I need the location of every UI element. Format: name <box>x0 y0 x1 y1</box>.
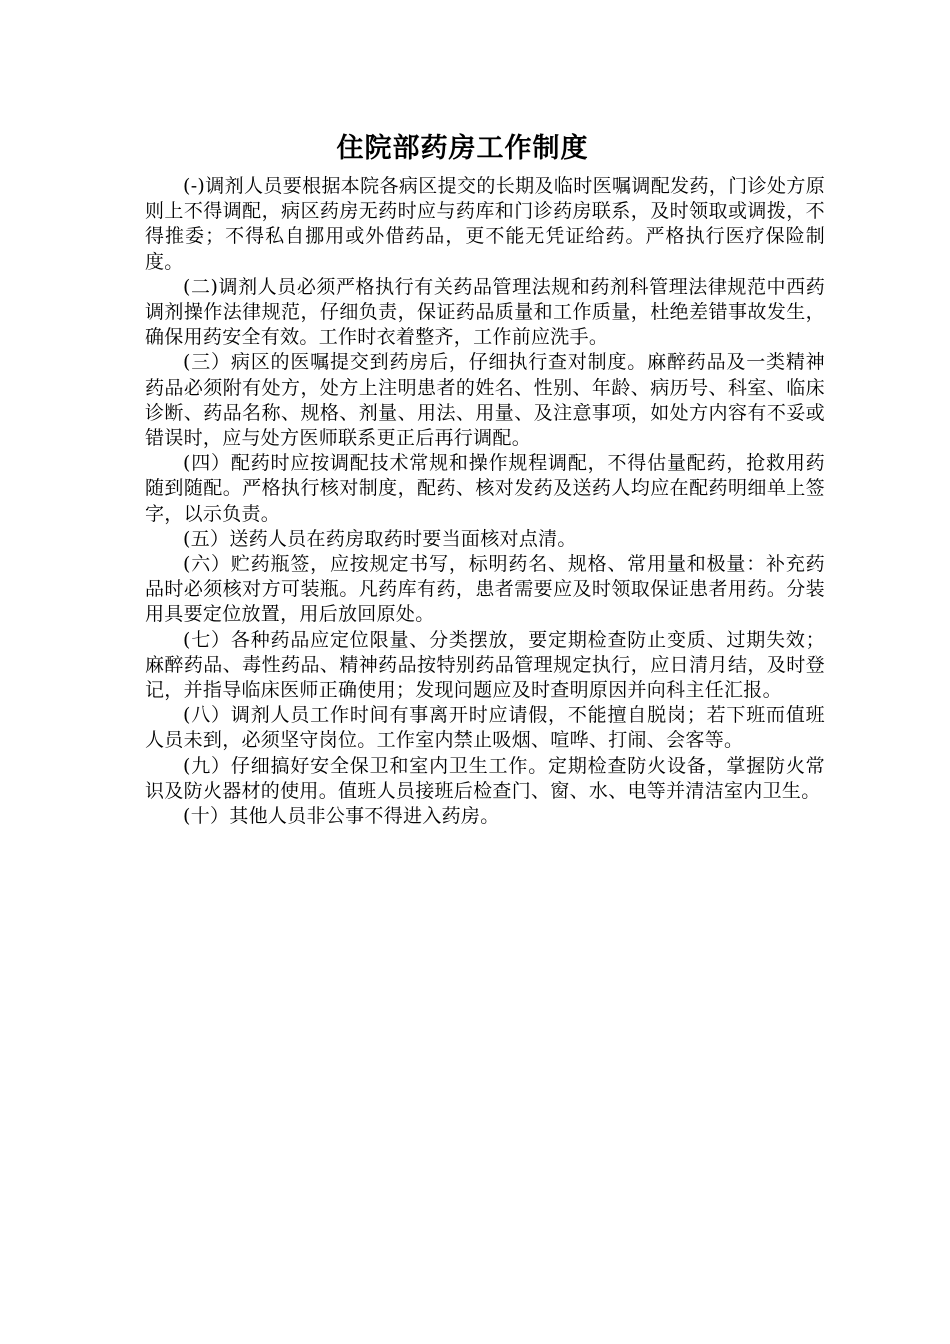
rule-paragraph-7: (七）各种药品应定位限量、分类摆放，要定期检查防止变质、过期失效；麻醉药品、毒性药品、精神药品按特别药品管理规定执行，应日清月结，及时登记，并指导临床医师正确使用；发现问题应及时查明原因并向科主任汇报。 <box>145 628 825 702</box>
rule-paragraph-6: (六）贮药瓶签，应按规定书写，标明药名、规格、常用量和极量：补充药品时必须核对方可装瓶。凡药库有药，患者需要应及时领取保证患者用药。分装用具要定位放置，用后放回原处。 <box>145 553 825 626</box>
rule-paragraph-9: (九）仔细搞好安全保卫和室内卫生工作。定期检查防火设备，掌握防火常识及防火器材的使用。值班人员接班后检查门、窗、水、电等并清洁室内卫生。 <box>145 754 825 802</box>
rule-paragraph-4: (四）配药时应按调配技术常规和操作规程调配，不得估量配药，抢救用药随到随配。严格执行核对制度，配药、核对发药及送药人均应在配药明细单上签字，以示负责。 <box>145 452 825 525</box>
rule-paragraph-10: (十）其他人员非公事不得进入药房。 <box>183 805 500 828</box>
rule-paragraph-1: (-)调剂人员要根据本院各病区提交的长期及临时医嘱调配发药，门诊处方原则上不得调配，病区药房无药时应与药库和门诊药房联系，及时领取或调拨，不得推委；不得私自挪用或外借药品，更不能无凭证给药。严格执行医疗保险制度。 <box>145 175 825 273</box>
document-title: 住院部药房工作制度 <box>336 133 589 164</box>
rule-paragraph-8: (八）调剂人员工作时间有事离开时应请假，不能擅自脱岗；若下班而值班人员未到，必须坚守岗位。工作室内禁止吸烟、喧哗、打闹、会客等。 <box>145 704 825 752</box>
rule-paragraph-2: (二)调剂人员必须严格执行有关药品管理法规和药剂科管理法律规范中西药调剂操作法律规范，仔细负责，保证药品质量和工作质量，杜绝差错事故发生，确保用药安全有效。工作时衣着整齐，工作前应洗手。 <box>145 275 825 349</box>
rule-paragraph-5: (五）送药人员在药房取药时要当面核对点清。 <box>183 527 577 550</box>
rule-paragraph-3: (三）病区的医嘱提交到药房后，仔细执行查对制度。麻醉药品及一类精神药品必须附有处方，处方上注明患者的姓名、性别、年龄、病历号、科室、临床诊断、药品名称、规格、剂量、用法、用量、及注意事项，如处方内容有不妥或错误时，应与处方医师联系更正后再行调配。 <box>145 351 825 450</box>
document-body <box>145 174 825 829</box>
